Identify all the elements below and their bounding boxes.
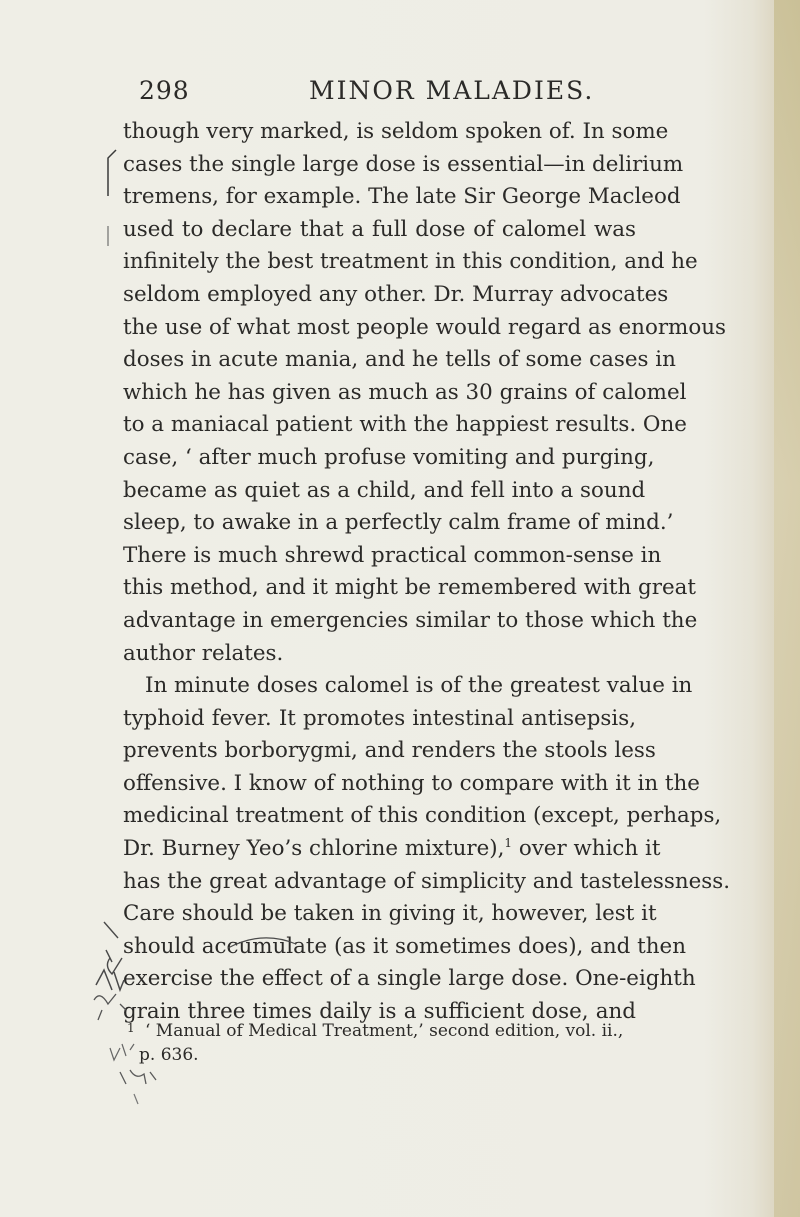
text-fragment: over which it — [512, 836, 661, 862]
text-line: which he has given as much as 30 grains of calomel — [123, 379, 687, 405]
text-line: should accumulate (as it sometimes does), and then — [123, 933, 686, 959]
text-line: seldom employed any other. Dr. Murray advocates — [123, 281, 669, 307]
text-line: grain three times daily is a sufficient dose, and — [123, 999, 636, 1025]
text-line: Care should be taken in giving it, however, lest it — [123, 901, 657, 927]
margin-scribble-mark — [134, 1094, 138, 1104]
text-line: tremens, for example. The late Sir George Macleod — [123, 184, 681, 210]
text-line: has the great advantage of simplicity and tastelessness. — [123, 868, 731, 894]
text-line: doses in acute mania, and he tells of some cases in — [123, 347, 676, 373]
text-line: advantage in emergencies similar to those which the — [123, 607, 698, 633]
page-number: 298 — [139, 76, 190, 105]
text-line: prevents borborygmi, and renders the stools less — [123, 738, 656, 764]
text-line: In minute doses calomel is of the greatest value in — [145, 673, 693, 699]
running-title: MINOR MALADIES. — [309, 76, 595, 105]
text-line: used to declare that a full dose of calomel was — [123, 216, 636, 242]
footnote-line: p. 636. — [139, 1045, 199, 1065]
margin-scribble-mark — [120, 1070, 156, 1084]
text-line: infinitely the best treatment in this condition, and he — [123, 249, 698, 275]
text-line-with-footnote — [123, 833, 661, 866]
margin-bracket-mark — [108, 150, 116, 196]
text-line: cases the single large dose is essential—in delirium — [123, 151, 684, 177]
text-line: medicinal treatment of this condition (except, perhaps, — [123, 803, 722, 829]
text-line: to a maniacal patient with the happiest results. One — [123, 412, 687, 438]
text-fragment: Dr. Burney Yeo’s chlorine mixture), — [123, 836, 505, 862]
text-line: the use of what most people would regard as enormous — [123, 314, 726, 340]
text-line: this method, and it might be remembered with great — [123, 575, 696, 601]
text-line: author relates. — [123, 640, 284, 666]
text-line: typhoid fever. It promotes intestinal antisepsis, — [123, 705, 636, 731]
text-line: though very marked, is seldom spoken of. In some — [123, 119, 669, 144]
margin-scribble-mark — [96, 970, 124, 990]
text-line: sleep, to awake in a perfectly calm frame of mind.’ — [123, 510, 674, 536]
footnote-reference: 1 — [504, 835, 513, 850]
footnote — [123, 1016, 636, 1067]
text-line: offensive. I know of nothing to compare with it in the — [123, 770, 700, 796]
margin-slash-mark — [104, 922, 118, 962]
footnote-line — [123, 1016, 636, 1043]
margin-scribble-mark — [94, 994, 126, 1020]
footnote-marker: 1 — [127, 1021, 135, 1035]
page-header — [139, 76, 629, 110]
text-line: case, ‘ after much profuse vomiting and purging, — [123, 444, 655, 470]
page-edge-shading — [774, 0, 800, 1217]
margin-scribble-mark — [107, 958, 122, 974]
text-line: exercise the effect of a single large dose. One-eighth — [123, 966, 696, 992]
footnote-text: ‘ Manual of Medical Treatment,’ second edition, vol. ii., — [145, 1021, 624, 1041]
text-line: There is much shrewd practical common-sense in — [123, 542, 662, 568]
text-line: became as quiet as a child, and fell into a sound — [123, 477, 646, 503]
body-text — [123, 116, 731, 1029]
